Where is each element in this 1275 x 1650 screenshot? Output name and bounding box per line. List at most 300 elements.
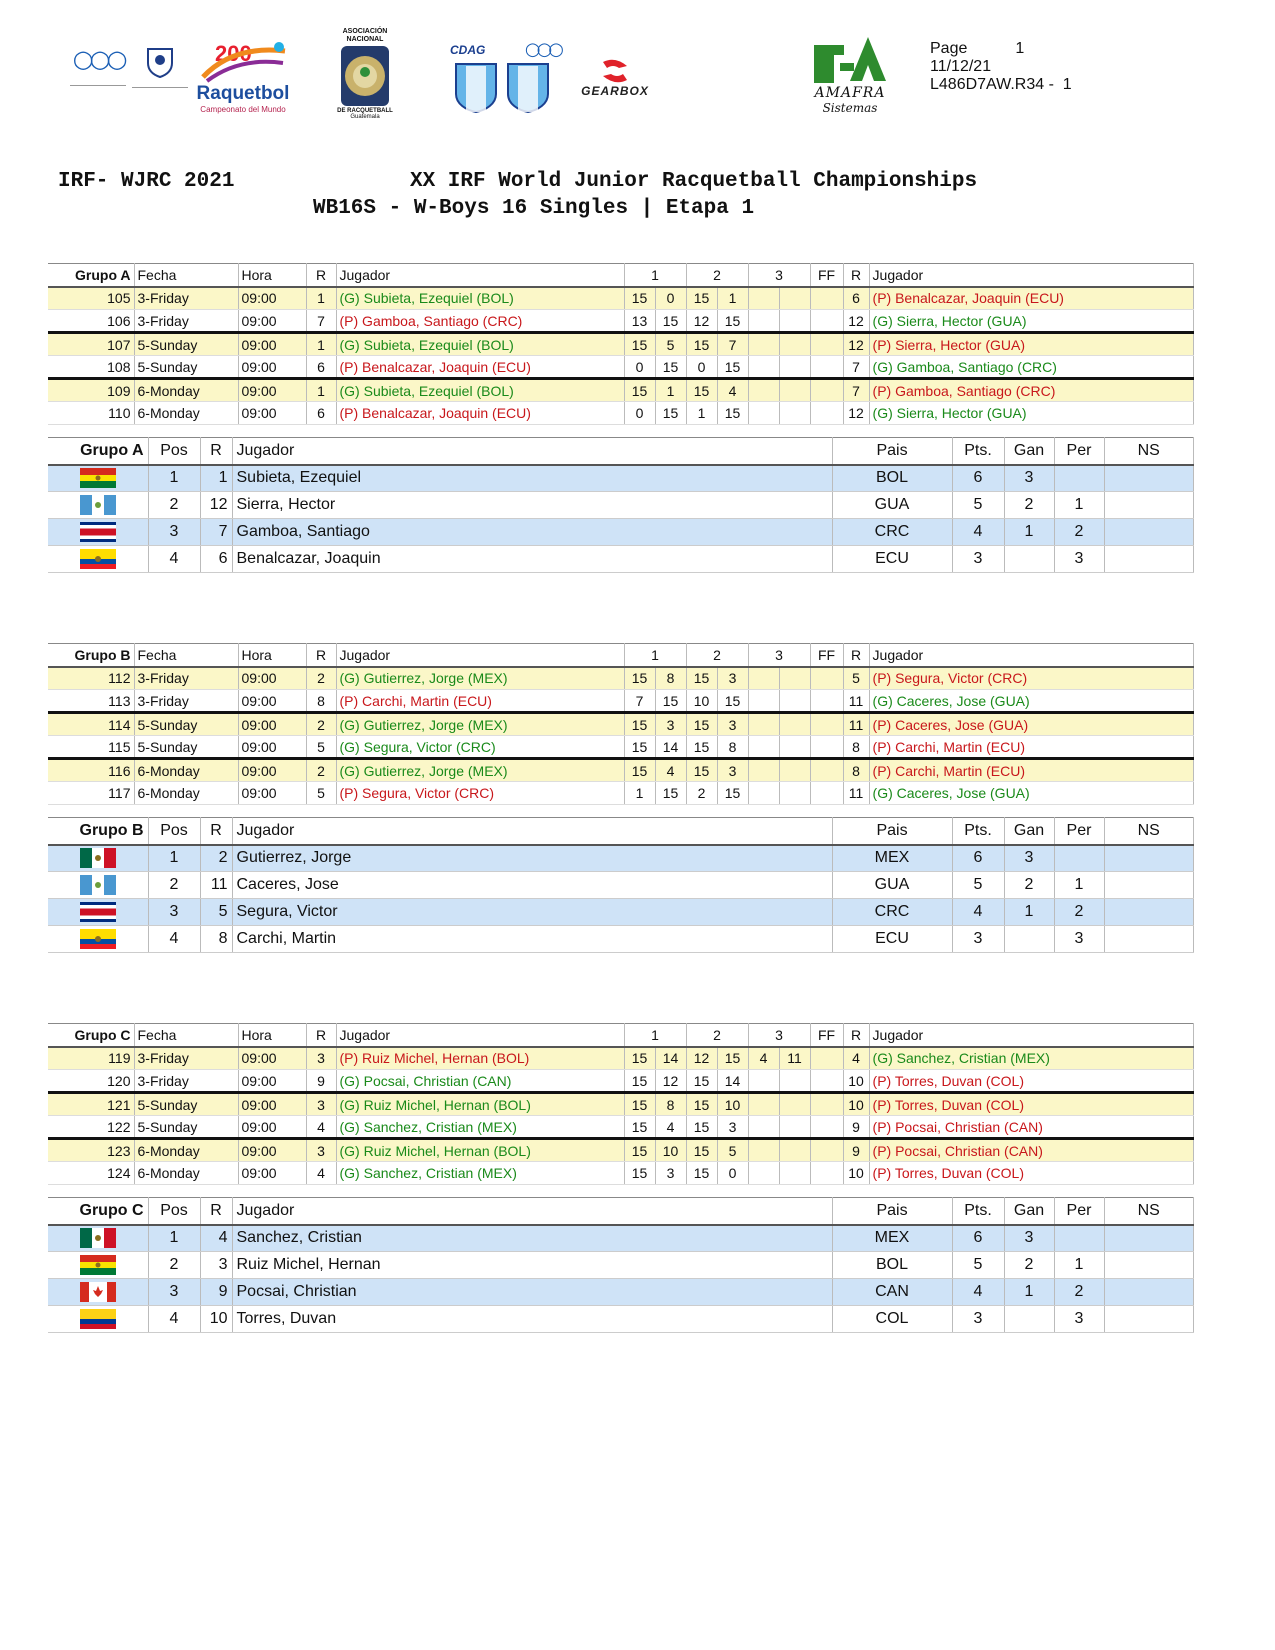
asociacion-bottom-text: DE RACQUETBALL xyxy=(337,108,393,114)
standing-lost: 3 xyxy=(1054,1306,1104,1333)
forfeit-cell xyxy=(810,667,843,690)
match-id: 114 xyxy=(48,713,134,736)
can-flag-icon xyxy=(48,1279,148,1306)
standing-position: 3 xyxy=(148,1279,200,1306)
standing-points: 5 xyxy=(952,1252,1004,1279)
player1-name: (G) Ruiz Michel, Hernan (BOL) xyxy=(336,1139,624,1162)
player1-rank: 4 xyxy=(306,1116,336,1139)
set1-header: 1 xyxy=(624,264,686,287)
player1-name: (G) Sanchez, Cristian (MEX) xyxy=(336,1116,624,1139)
standing-rank: 3 xyxy=(200,1252,232,1279)
player2-rank: 7 xyxy=(843,356,869,379)
bol-flag-icon xyxy=(48,465,148,492)
set-score xyxy=(779,1070,810,1093)
player1-name: (G) Subieta, Ezequiel (BOL) xyxy=(336,379,624,402)
set-score: 15 xyxy=(686,1116,717,1139)
match-time: 09:00 xyxy=(238,310,306,333)
player2-rank: 8 xyxy=(843,736,869,759)
set-score: 0 xyxy=(686,356,717,379)
player1-rank: 4 xyxy=(306,1162,336,1185)
set-score: 3 xyxy=(717,667,748,690)
set-score: 14 xyxy=(655,736,686,759)
standing-points: 3 xyxy=(952,546,1004,573)
group-name: Grupo C xyxy=(48,1024,134,1047)
standing-points: 5 xyxy=(952,492,1004,519)
match-row xyxy=(48,1093,1194,1116)
page-info xyxy=(930,40,1072,94)
set-score xyxy=(779,1093,810,1116)
set-score: 3 xyxy=(717,713,748,736)
jugador-header: Jugador xyxy=(336,1024,624,1047)
player1-rank: 2 xyxy=(306,759,336,782)
player1-name: (P) Ruiz Michel, Hernan (BOL) xyxy=(336,1047,624,1070)
set-score: 15 xyxy=(686,1162,717,1185)
page-number: 1 xyxy=(1015,40,1025,57)
standing-points: 4 xyxy=(952,899,1004,926)
set-score: 15 xyxy=(624,379,655,402)
fecha-header: Fecha xyxy=(134,264,238,287)
standing-row xyxy=(48,872,1194,899)
standing-position: 2 xyxy=(148,872,200,899)
set-score xyxy=(779,310,810,333)
set2-header: 2 xyxy=(686,644,748,667)
match-time: 09:00 xyxy=(238,759,306,782)
standing-points: 3 xyxy=(952,926,1004,953)
set-score: 4 xyxy=(655,759,686,782)
pos-header: Pos xyxy=(148,438,200,465)
standing-row xyxy=(48,519,1194,546)
set-score: 15 xyxy=(686,736,717,759)
player2-name: (P) Torres, Duvan (COL) xyxy=(869,1162,1193,1185)
cdag-text: CDAG xyxy=(450,43,486,57)
player1-rank: 2 xyxy=(306,713,336,736)
match-date: 5-Sunday xyxy=(134,713,238,736)
set-score: 0 xyxy=(655,287,686,310)
standings-header-row xyxy=(48,818,1194,845)
standing-player-name: Carchi, Martin xyxy=(232,926,832,953)
forfeit-cell xyxy=(810,759,843,782)
set-score: 15 xyxy=(686,1070,717,1093)
standing-won: 1 xyxy=(1004,519,1054,546)
won-header: Gan xyxy=(1004,1198,1054,1225)
standing-row xyxy=(48,845,1194,872)
match-id: 109 xyxy=(48,379,134,402)
forfeit-header: FF xyxy=(810,1024,843,1047)
match-id: 119 xyxy=(48,1047,134,1070)
player2-rank: 11 xyxy=(843,782,869,805)
standing-won: 2 xyxy=(1004,492,1054,519)
set-score: 15 xyxy=(624,1162,655,1185)
standing-row xyxy=(48,1225,1194,1252)
set-score: 1 xyxy=(686,402,717,425)
forfeit-cell xyxy=(810,690,843,713)
standing-position: 2 xyxy=(148,1252,200,1279)
standing-country: COL xyxy=(832,1306,952,1333)
match-id: 110 xyxy=(48,402,134,425)
set2-header: 2 xyxy=(686,264,748,287)
standing-won: 1 xyxy=(1004,1279,1054,1306)
set-score xyxy=(779,713,810,736)
player1-name: (P) Gamboa, Santiago (CRC) xyxy=(336,310,624,333)
set-score: 12 xyxy=(686,310,717,333)
points-header: Pts. xyxy=(952,1198,1004,1225)
set-score xyxy=(748,1116,779,1139)
match-row xyxy=(48,1116,1194,1139)
set-score: 3 xyxy=(655,1162,686,1185)
set-score xyxy=(779,402,810,425)
won-header: Gan xyxy=(1004,818,1054,845)
forfeit-cell xyxy=(810,1162,843,1185)
raquetbol-logo-subtitle: Campeonato del Mundo xyxy=(200,104,286,114)
player2-name: (G) Caceres, Jose (GUA) xyxy=(869,690,1193,713)
set-score xyxy=(779,287,810,310)
standing-rank: 5 xyxy=(200,899,232,926)
standing-country: ECU xyxy=(832,926,952,953)
olympic-rings-icon: ○○○ xyxy=(524,39,560,60)
match-row xyxy=(48,667,1194,690)
standing-won: 2 xyxy=(1004,872,1054,899)
hora-header: Hora xyxy=(238,1024,306,1047)
standing-position: 3 xyxy=(148,519,200,546)
standing-no-show xyxy=(1104,1252,1194,1279)
set-score: 5 xyxy=(655,333,686,356)
group-block xyxy=(48,643,1194,953)
jugador-header: Jugador xyxy=(869,1024,1193,1047)
standing-player-name: Pocsai, Christian xyxy=(232,1279,832,1306)
standing-position: 4 xyxy=(148,1306,200,1333)
match-date: 3-Friday xyxy=(134,287,238,310)
rank-header: R xyxy=(843,264,869,287)
match-date: 6-Monday xyxy=(134,402,238,425)
player2-name: (P) Caceres, Jose (GUA) xyxy=(869,713,1193,736)
player1-rank: 5 xyxy=(306,736,336,759)
player1-name: (G) Subieta, Ezequiel (BOL) xyxy=(336,287,624,310)
player2-name: (P) Torres, Duvan (COL) xyxy=(869,1070,1193,1093)
match-date: 3-Friday xyxy=(134,667,238,690)
set-score: 2 xyxy=(686,782,717,805)
player1-name: (G) Gutierrez, Jorge (MEX) xyxy=(336,667,624,690)
player2-rank: 10 xyxy=(843,1093,869,1116)
match-date: 6-Monday xyxy=(134,1139,238,1162)
standing-no-show xyxy=(1104,1279,1194,1306)
player1-name: (G) Segura, Victor (CRC) xyxy=(336,736,624,759)
set-score: 15 xyxy=(655,356,686,379)
set-score xyxy=(748,1070,779,1093)
forfeit-cell xyxy=(810,1139,843,1162)
forfeit-cell xyxy=(810,379,843,402)
match-date: 6-Monday xyxy=(134,759,238,782)
player1-rank: 8 xyxy=(306,690,336,713)
set-score: 12 xyxy=(655,1070,686,1093)
set-score: 15 xyxy=(624,287,655,310)
player2-name: (P) Torres, Duvan (COL) xyxy=(869,1093,1193,1116)
jugador-header: Jugador xyxy=(336,264,624,287)
player2-rank: 11 xyxy=(843,690,869,713)
lost-header: Per xyxy=(1054,1198,1104,1225)
ecu-flag-icon xyxy=(48,546,148,573)
jugador-header: Jugador xyxy=(232,1198,832,1225)
col-flag-icon xyxy=(48,1306,148,1333)
set-score: 15 xyxy=(686,667,717,690)
standing-country: BOL xyxy=(832,1252,952,1279)
pais-header: Pais xyxy=(832,438,952,465)
pais-header: Pais xyxy=(832,818,952,845)
match-time: 09:00 xyxy=(238,1070,306,1093)
standing-no-show xyxy=(1104,546,1194,573)
rank-header: R xyxy=(200,818,232,845)
set-score: 12 xyxy=(686,1047,717,1070)
group-name: Grupo A xyxy=(48,438,148,465)
match-row xyxy=(48,402,1194,425)
group-block xyxy=(48,1023,1194,1333)
set-score: 15 xyxy=(624,667,655,690)
standing-lost: 2 xyxy=(1054,1279,1104,1306)
report-code: L486D7AW.R34 - 1 xyxy=(930,76,1072,93)
match-date: 5-Sunday xyxy=(134,736,238,759)
set-score: 15 xyxy=(686,713,717,736)
player1-rank: 3 xyxy=(306,1139,336,1162)
match-row xyxy=(48,736,1194,759)
player1-rank: 1 xyxy=(306,287,336,310)
page-label: Page xyxy=(930,40,968,57)
set-score: 15 xyxy=(655,310,686,333)
player1-name: (G) Subieta, Ezequiel (BOL) xyxy=(336,333,624,356)
no-show-header: NS xyxy=(1104,438,1194,465)
standing-player-name: Sierra, Hector xyxy=(232,492,832,519)
set-score: 0 xyxy=(717,1162,748,1185)
set-score xyxy=(779,1139,810,1162)
set-score: 15 xyxy=(717,690,748,713)
crc-flag-icon xyxy=(48,899,148,926)
player2-name: (G) Sierra, Hector (GUA) xyxy=(869,310,1193,333)
amafra-text: AMAFRA xyxy=(814,85,886,101)
match-date: 3-Friday xyxy=(134,1047,238,1070)
championship-title: XX IRF World Junior Racquetball Championships xyxy=(410,170,978,193)
matches-table xyxy=(48,643,1194,805)
match-row xyxy=(48,1139,1194,1162)
standing-row xyxy=(48,1279,1194,1306)
set-score xyxy=(779,736,810,759)
set-score: 15 xyxy=(686,287,717,310)
asociacion-top-text: ASOCIACIÓN NACIONAL xyxy=(342,28,388,43)
player2-name: (G) Gamboa, Santiago (CRC) xyxy=(869,356,1193,379)
player2-rank: 5 xyxy=(843,667,869,690)
standing-points: 4 xyxy=(952,1279,1004,1306)
standing-player-name: Sanchez, Cristian xyxy=(232,1225,832,1252)
matches-header-row xyxy=(48,644,1194,667)
set-score xyxy=(779,690,810,713)
forfeit-header: FF xyxy=(810,264,843,287)
set3-header: 3 xyxy=(748,644,810,667)
player1-name: (G) Gutierrez, Jorge (MEX) xyxy=(336,759,624,782)
standing-row xyxy=(48,492,1194,519)
player1-name: (G) Gutierrez, Jorge (MEX) xyxy=(336,713,624,736)
standing-row xyxy=(48,465,1194,492)
match-id: 115 xyxy=(48,736,134,759)
set-score: 10 xyxy=(717,1093,748,1116)
player1-name: (P) Carchi, Martin (ECU) xyxy=(336,690,624,713)
match-id: 105 xyxy=(48,287,134,310)
match-id: 106 xyxy=(48,310,134,333)
rank-header: R xyxy=(306,644,336,667)
set-score: 4 xyxy=(748,1047,779,1070)
player2-name: (G) Sanchez, Cristian (MEX) xyxy=(869,1047,1193,1070)
match-row xyxy=(48,759,1194,782)
match-date: 3-Friday xyxy=(134,310,238,333)
standing-lost: 3 xyxy=(1054,546,1104,573)
set-score xyxy=(779,333,810,356)
set-score xyxy=(748,402,779,425)
match-id: 117 xyxy=(48,782,134,805)
player1-rank: 7 xyxy=(306,310,336,333)
match-date: 6-Monday xyxy=(134,1162,238,1185)
match-time: 09:00 xyxy=(238,667,306,690)
two-hundred-text: 200 xyxy=(215,40,252,66)
set-score xyxy=(748,379,779,402)
standing-rank: 12 xyxy=(200,492,232,519)
standing-country: BOL xyxy=(832,465,952,492)
lost-header: Per xyxy=(1054,438,1104,465)
set-score: 1 xyxy=(717,287,748,310)
standing-rank: 9 xyxy=(200,1279,232,1306)
standings-table xyxy=(48,437,1194,573)
player2-name: (P) Sierra, Hector (GUA) xyxy=(869,333,1193,356)
match-time: 09:00 xyxy=(238,1047,306,1070)
standing-rank: 2 xyxy=(200,845,232,872)
standing-won: 1 xyxy=(1004,899,1054,926)
match-date: 5-Sunday xyxy=(134,1093,238,1116)
standing-lost: 2 xyxy=(1054,519,1104,546)
match-id: 112 xyxy=(48,667,134,690)
standing-points: 6 xyxy=(952,465,1004,492)
set-score xyxy=(748,356,779,379)
standing-position: 1 xyxy=(148,465,200,492)
standing-player-name: Gutierrez, Jorge xyxy=(232,845,832,872)
category-subtitle: WB16S - W-Boys 16 Singles | Etapa 1 xyxy=(313,197,755,220)
rank-header: R xyxy=(843,644,869,667)
set-score xyxy=(748,782,779,805)
set-score: 10 xyxy=(655,1139,686,1162)
standing-position: 4 xyxy=(148,926,200,953)
set-score: 0 xyxy=(624,402,655,425)
set-score xyxy=(748,690,779,713)
set-score: 15 xyxy=(655,782,686,805)
standing-no-show xyxy=(1104,465,1194,492)
standing-country: ECU xyxy=(832,546,952,573)
standing-lost xyxy=(1054,845,1104,872)
player2-rank: 9 xyxy=(843,1116,869,1139)
standing-no-show xyxy=(1104,872,1194,899)
standing-points: 6 xyxy=(952,845,1004,872)
standing-rank: 11 xyxy=(200,872,232,899)
player2-name: (G) Caceres, Jose (GUA) xyxy=(869,782,1193,805)
match-row xyxy=(48,782,1194,805)
match-row xyxy=(48,713,1194,736)
match-id: 123 xyxy=(48,1139,134,1162)
set-score xyxy=(748,333,779,356)
standing-won: 3 xyxy=(1004,845,1054,872)
match-row xyxy=(48,690,1194,713)
set-score: 15 xyxy=(624,759,655,782)
set-score: 15 xyxy=(624,1139,655,1162)
standing-no-show xyxy=(1104,926,1194,953)
forfeit-cell xyxy=(810,713,843,736)
standing-row xyxy=(48,899,1194,926)
group-block xyxy=(48,263,1194,573)
standing-won: 3 xyxy=(1004,465,1054,492)
rank-header: R xyxy=(200,1198,232,1225)
standing-player-name: Ruiz Michel, Hernan xyxy=(232,1252,832,1279)
matches-table xyxy=(48,263,1194,425)
group-name: Grupo A xyxy=(48,264,134,287)
set-score xyxy=(748,667,779,690)
fecha-header: Fecha xyxy=(134,644,238,667)
asociacion-city-text: Guatemala xyxy=(350,114,380,120)
player2-rank: 11 xyxy=(843,713,869,736)
standing-no-show xyxy=(1104,845,1194,872)
player1-name: (P) Segura, Victor (CRC) xyxy=(336,782,624,805)
match-row xyxy=(48,356,1194,379)
set-score: 3 xyxy=(717,1116,748,1139)
set-score: 4 xyxy=(717,379,748,402)
pos-header: Pos xyxy=(148,1198,200,1225)
pais-header: Pais xyxy=(832,1198,952,1225)
set-score: 3 xyxy=(717,759,748,782)
standing-position: 2 xyxy=(148,492,200,519)
standing-rank: 4 xyxy=(200,1225,232,1252)
standings-table xyxy=(48,817,1194,953)
match-time: 09:00 xyxy=(238,356,306,379)
standing-country: MEX xyxy=(832,1225,952,1252)
match-time: 09:00 xyxy=(238,736,306,759)
match-date: 5-Sunday xyxy=(134,356,238,379)
gua-flag-icon xyxy=(48,492,148,519)
player1-name: (G) Ruiz Michel, Hernan (BOL) xyxy=(336,1093,624,1116)
set-score: 1 xyxy=(624,782,655,805)
standing-position: 1 xyxy=(148,845,200,872)
standing-rank: 10 xyxy=(200,1306,232,1333)
match-date: 5-Sunday xyxy=(134,1116,238,1139)
match-date: 5-Sunday xyxy=(134,333,238,356)
standing-country: GUA xyxy=(832,492,952,519)
player1-rank: 1 xyxy=(306,379,336,402)
set-score: 15 xyxy=(717,310,748,333)
group-name: Grupo B xyxy=(48,818,148,845)
match-row xyxy=(48,1070,1194,1093)
set-score xyxy=(779,356,810,379)
set-score: 15 xyxy=(686,1139,717,1162)
set-score: 15 xyxy=(655,690,686,713)
standing-no-show xyxy=(1104,519,1194,546)
set-score: 15 xyxy=(686,333,717,356)
standing-points: 4 xyxy=(952,519,1004,546)
set-score: 15 xyxy=(717,1047,748,1070)
hora-header: Hora xyxy=(238,644,306,667)
set-score: 11 xyxy=(779,1047,810,1070)
set-score: 8 xyxy=(717,736,748,759)
gearbox-text: GEARBOX xyxy=(581,84,649,98)
match-row xyxy=(48,1047,1194,1070)
player1-rank: 5 xyxy=(306,782,336,805)
set-score: 7 xyxy=(624,690,655,713)
mex-flag-icon xyxy=(48,1225,148,1252)
player2-rank: 12 xyxy=(843,310,869,333)
player2-name: (P) Segura, Victor (CRC) xyxy=(869,667,1193,690)
standing-lost: 1 xyxy=(1054,1252,1104,1279)
player1-rank: 9 xyxy=(306,1070,336,1093)
standing-player-name: Torres, Duvan xyxy=(232,1306,832,1333)
player2-name: (G) Sierra, Hector (GUA) xyxy=(869,402,1193,425)
